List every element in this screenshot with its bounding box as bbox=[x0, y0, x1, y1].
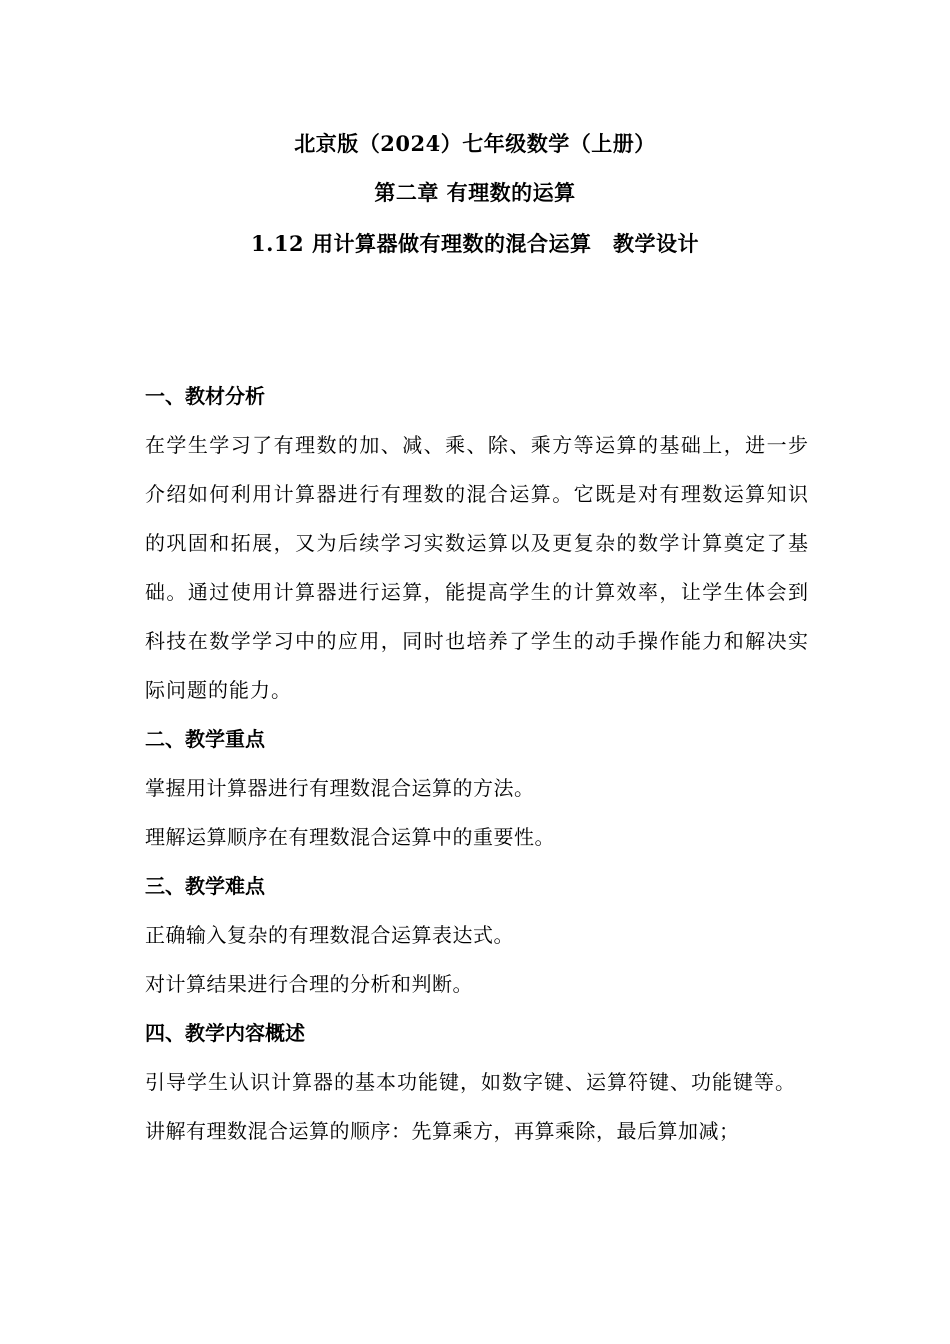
key-point-item: 理解运算顺序在有理数混合运算中的重要性。 bbox=[145, 825, 555, 849]
section-title-analysis: 一、教材分析 bbox=[145, 384, 265, 408]
overview-item: 引导学生认识计算器的基本功能键，如数字键、运算符键、功能键等。 bbox=[145, 1070, 796, 1094]
document-body bbox=[145, 372, 809, 1156]
chapter-title: 第二章 有理数的运算 bbox=[374, 180, 576, 205]
difficulty-item: 正确输入复杂的有理数混合运算表达式。 bbox=[145, 923, 514, 947]
analysis-paragraph: 在学生学习了有理数的加、减、乘、除、乘方等运算的基础上，进一步介绍如何利用计算器进行有理数的混合运算。它既是对有理数运算知识的巩固和拓展，又为后续学习实数运算以及更复杂的数学计算奠定了基础。通过使用计算器进行运算，能提高学生的计算效率，让学生体会到科技在数学学习中的应用，同时也培养了学生的动手操作能力和解决实际问题的能力。 bbox=[145, 433, 809, 702]
overview-item: 讲解有理数混合运算的顺序：先算乘方，再算乘除，最后算加减； bbox=[145, 1119, 740, 1143]
book-title: 北京版（2024）七年级数学（上册） bbox=[294, 131, 656, 156]
key-point-item: 掌握用计算器进行有理数混合运算的方法。 bbox=[145, 776, 535, 800]
lesson-title: 1.12 用计算器做有理数的混合运算 教学设计 bbox=[251, 231, 699, 256]
section-title-key-points: 二、教学重点 bbox=[145, 727, 265, 751]
section-title-difficulties: 三、教学难点 bbox=[145, 874, 265, 898]
difficulty-item: 对计算结果进行合理的分析和判断。 bbox=[145, 972, 473, 996]
section-title-overview: 四、教学内容概述 bbox=[145, 1021, 305, 1045]
